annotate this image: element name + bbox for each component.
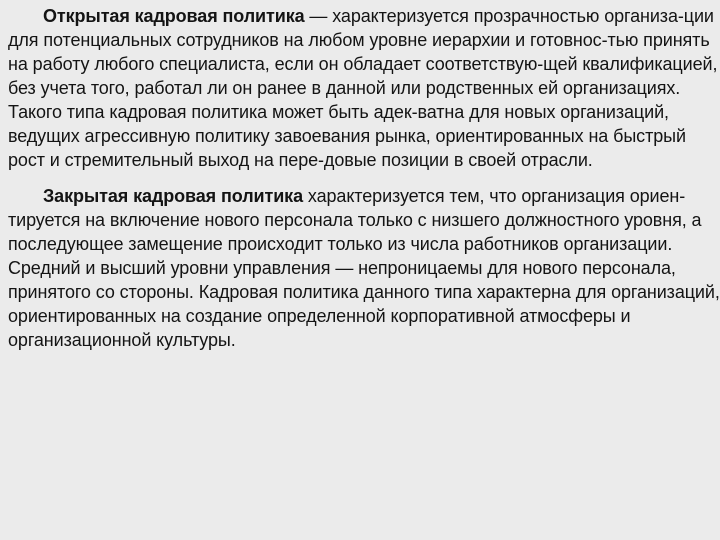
text-body: [8, 4, 720, 352]
closed-policy-term: Закрытая кадровая политика: [43, 186, 303, 206]
open-policy-term: Открытая кадровая политика: [43, 6, 305, 26]
open-policy-paragraph: [8, 4, 720, 172]
closed-policy-paragraph: [8, 184, 720, 352]
open-policy-description: — характеризуется прозрачностью организа-ции для потенциальных сотрудников на любом уровне иерархии и готовнос-тью принять на работу любого специалиста, если он обладает соответствую-щей квалификацией, без учета того, работал ли он ранее в данной или родственных ей организациях. Такого типа кадровая политика может быть адек-ватна для новых организаций, ведущих агрессивную политику завоевания рынка, ориентированных на быстрый рост и стремительный выход на пере-довые позиции в своей отрасли.: [8, 6, 718, 170]
closed-policy-description: характеризуется тем, что организация ориен-тируется на включение нового персонала только с низшего должностного уровня, а последующее замещение происходит только из числа работников организации. Средний и высший уровни управления — непроницаемы для нового персонала, принятого со стороны. Кадровая политика данного типа характерна для организаций, ориентированных на создание определенной корпоративной атмосферы и организационной культуры.: [8, 186, 720, 350]
